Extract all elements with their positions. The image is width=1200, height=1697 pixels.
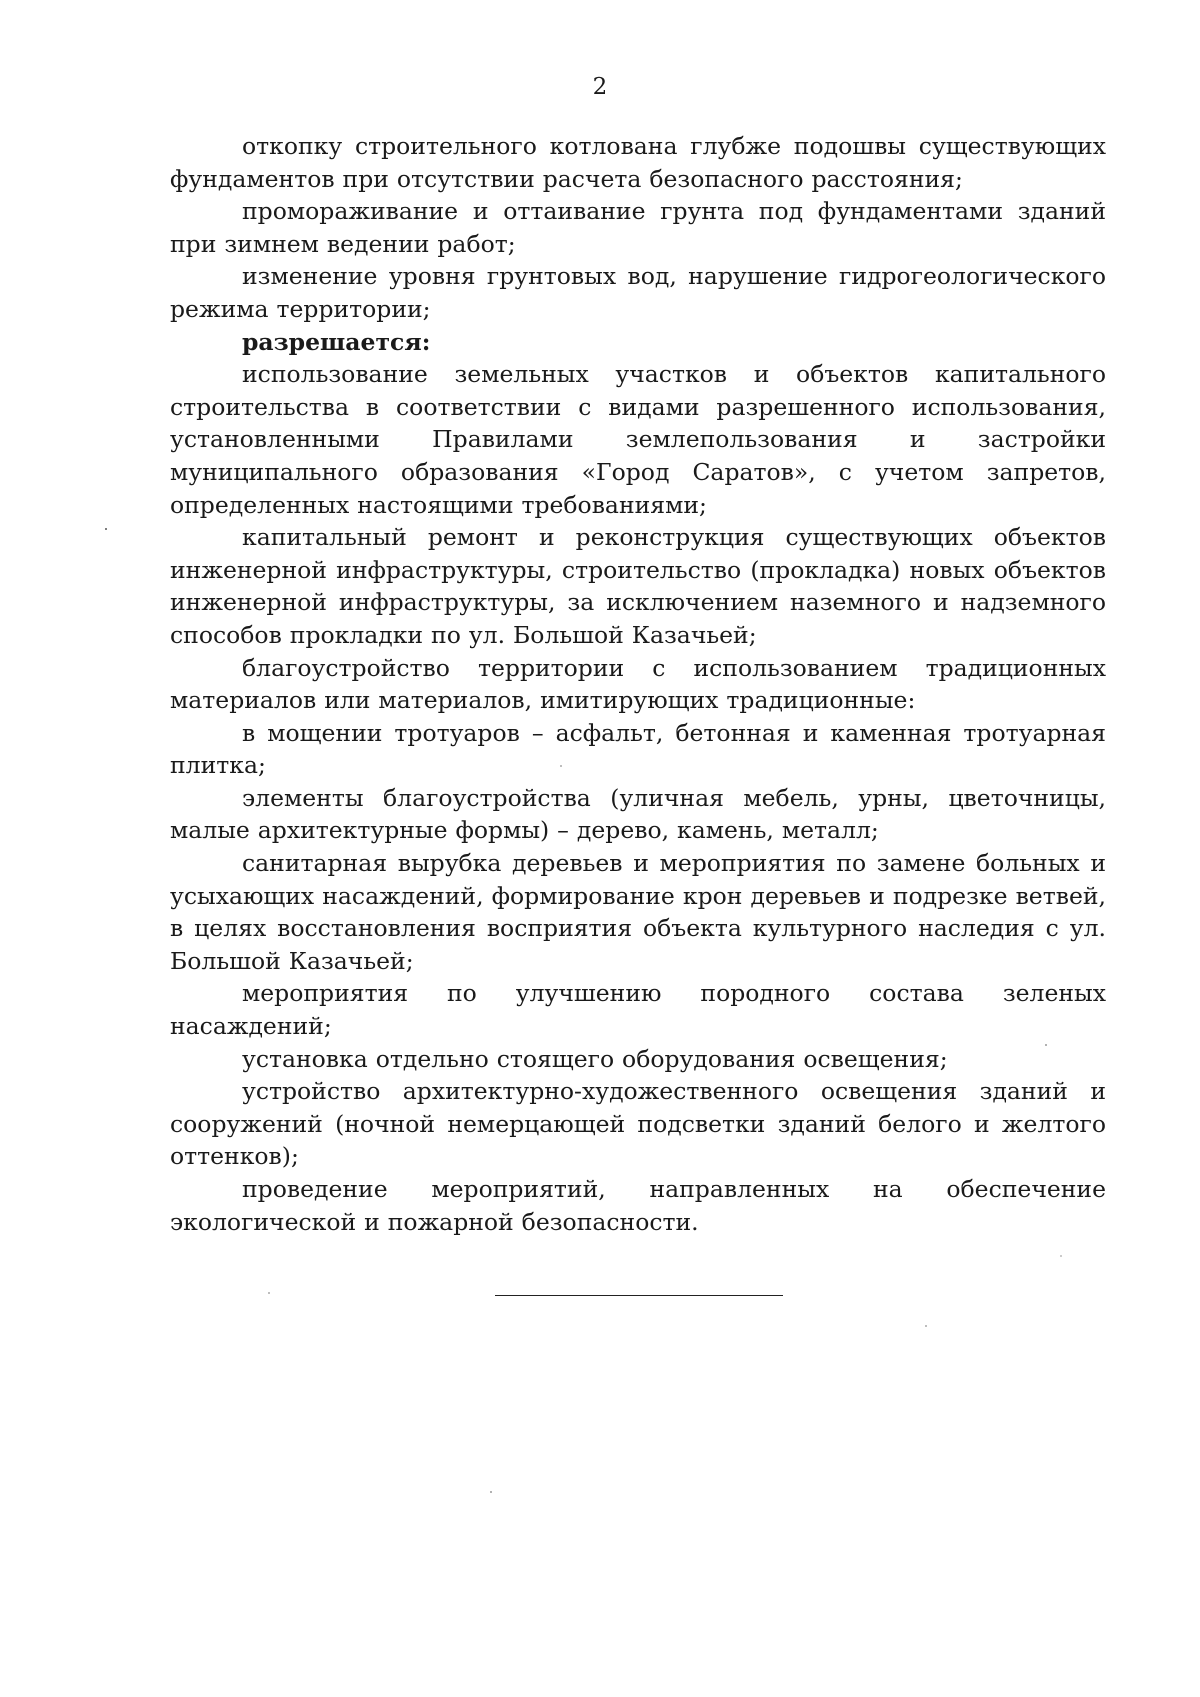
end-of-document-rule — [495, 1295, 783, 1296]
scan-speck — [1045, 1044, 1047, 1046]
document-body — [170, 130, 1106, 1238]
scan-speck — [490, 1491, 492, 1493]
paragraph: в мощении тротуаров – асфальт, бетонная и каменная тротуарная плитка; — [170, 718, 1106, 780]
paragraph: проведение мероприятий, направленных на обеспечение экологической и пожарной безопасности. — [170, 1175, 1106, 1236]
paragraph: санитарная вырубка деревьев и мероприятия по замене больных и усыхающих насаждений, формирование крон деревьев и подрезке ветвей, в целях восстановления восприятия объекта культурного наследия с ул. Большой Казачьей; — [170, 849, 1106, 975]
section-heading: разрешается: — [242, 327, 431, 356]
scan-speck — [105, 528, 107, 530]
paragraph: промораживание и оттаивание грунта под фундаментами зданий при зимнем ведении работ; — [170, 197, 1106, 258]
scan-speck — [925, 1325, 927, 1327]
paragraph: откопку строительного котлована глубже подошвы существующих фундаментов при отсутствии расчета безопасного расстояния; — [170, 132, 1106, 193]
paragraph: использование земельных участков и объектов капитального строительства в соответствии с видами разрешенного использования, установленными Правилами землепользования и застройки муниципального образования «Город Саратов», с учетом запретов, определенных настоящими требованиями; — [170, 360, 1106, 519]
paragraph: элементы благоустройства (уличная мебель, урны, цветочницы, малые архитектурные формы) – дерево, камень, металл; — [170, 783, 1106, 845]
scan-speck — [560, 765, 562, 767]
paragraph: капитальный ремонт и реконструкция существующих объектов инженерной инфраструктуры, строительство (прокладка) новых объектов инженерной инфраструктуры, за исключением наземного и надземного способов прокладки по ул. Большой Казачьей; — [170, 523, 1106, 649]
paragraph: устройство архитектурно-художественного освещения зданий и сооружений (ночной немерцающей подсветки зданий белого и желтого оттенков); — [170, 1077, 1106, 1171]
paragraph: благоустройство территории с использованием традиционных материалов или материалов, имитирующих традиционные: — [170, 653, 1106, 715]
paragraph: изменение уровня грунтовых вод, нарушение гидрогеологического режима территории; — [170, 262, 1106, 323]
page-number: 2 — [592, 74, 608, 100]
scan-speck — [1060, 1255, 1062, 1257]
paragraph: мероприятия по улучшению породного состава зеленых насаждений; — [170, 979, 1106, 1041]
scan-speck — [268, 1292, 270, 1294]
paragraph: установка отдельно стоящего оборудования освещения; — [242, 1044, 948, 1073]
